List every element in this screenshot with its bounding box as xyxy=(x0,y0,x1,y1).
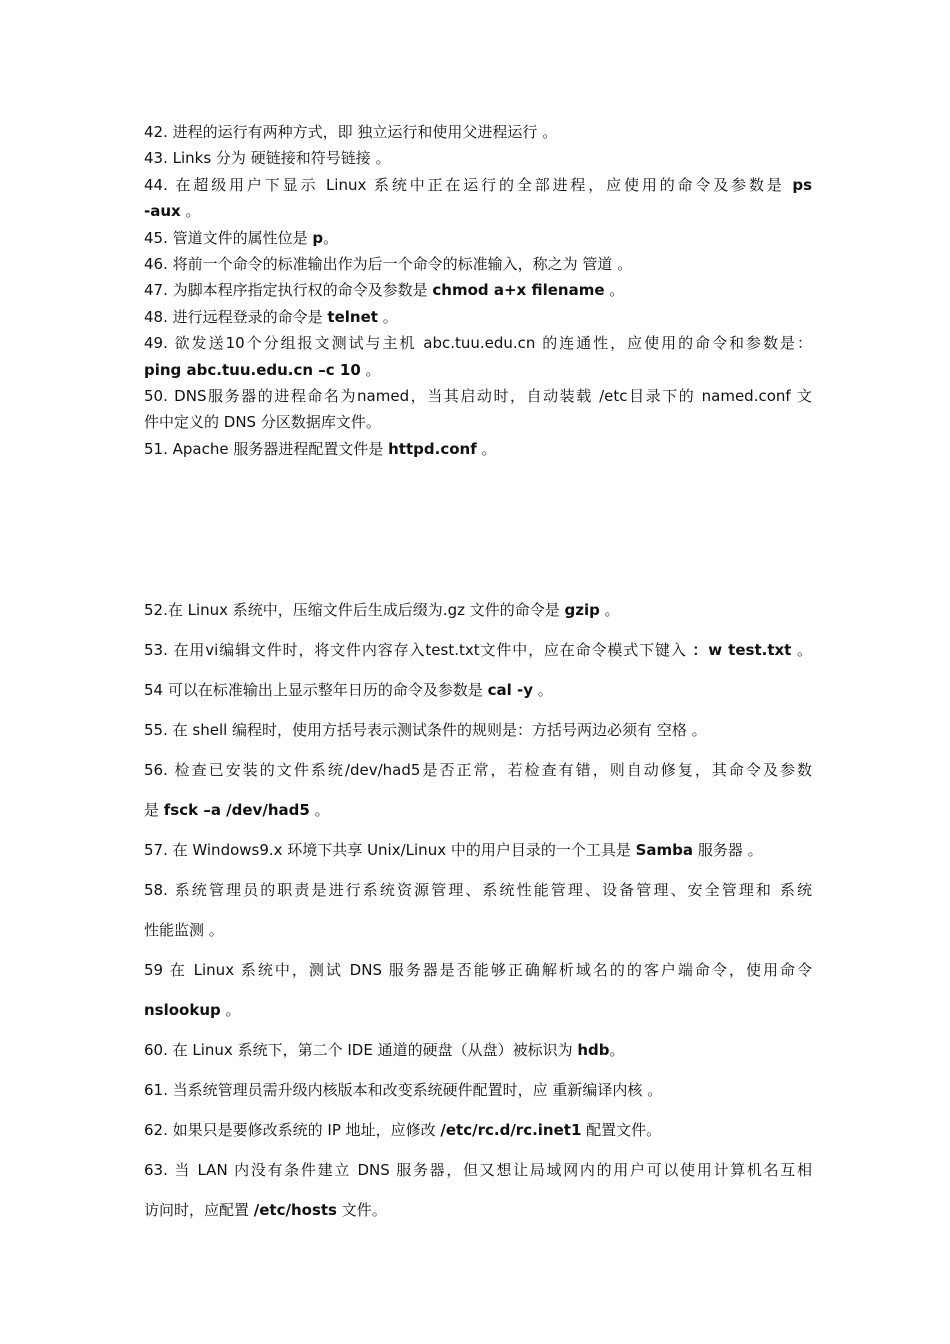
question-text: 54 可以在标准输出上显示整年日历的命令及参数是 xyxy=(144,681,488,699)
question-line xyxy=(144,198,812,224)
question-text: 58. 系统管理员的职责是进行系统资源管理、系统性能管理、设备管理、安全管理和 系统 xyxy=(144,881,812,899)
question-text: 访问时，应配置 xyxy=(144,1201,254,1219)
question-text: 56. 检查已安装的文件系统/dev/had5是否正常，若检查有错，则自动修复，其命令及参数 xyxy=(144,761,812,779)
answer-text: chmod a+x filename xyxy=(432,281,605,300)
question-text-end: 。 xyxy=(686,721,707,739)
question-line xyxy=(144,172,812,198)
question-text: 48. 进行远程登录的命令是 xyxy=(144,307,328,326)
answer-text: hdb xyxy=(577,1041,610,1059)
question-text-end: 。 xyxy=(537,123,558,141)
question-text-end: 。 xyxy=(360,360,381,379)
question-line xyxy=(144,790,812,830)
answer-text: /etc/hosts xyxy=(253,1201,337,1219)
question-text-end: 文件。 xyxy=(336,1201,387,1219)
answer-text: 重新编译内核 xyxy=(552,1081,643,1099)
question-line xyxy=(144,357,812,383)
question-line xyxy=(144,1150,812,1190)
answer-text: Samba xyxy=(635,841,694,859)
question-line xyxy=(144,409,812,435)
question-text: 63. 当 LAN 内没有条件建立 DNS 服务器，但又想让局域网内的用户可以使用计算机名互相 xyxy=(144,1161,812,1179)
question-text: 62. 如果只是要修改系统的 IP 地址，应修改 xyxy=(144,1121,441,1139)
answer-text: httpd.conf xyxy=(388,439,477,458)
question-line xyxy=(144,1030,812,1070)
question-line xyxy=(144,225,812,251)
question-line xyxy=(144,630,812,670)
answer-text: telnet xyxy=(327,307,378,326)
answer-text: 硬链接和符号链接 xyxy=(250,149,371,168)
question-text-end: 。 xyxy=(791,641,812,659)
question-text: 52.在 Linux 系统中，压缩文件后生成后缀为.gz 文件的命令是 xyxy=(144,601,565,619)
answer-text: ps xyxy=(792,175,812,194)
answer-text: fsck –a /dev/had5 xyxy=(163,801,310,819)
question-line xyxy=(144,870,812,910)
question-line xyxy=(144,910,812,950)
question-text-end: 配置文件。 xyxy=(581,1121,662,1139)
question-text-end: 。 xyxy=(604,281,625,300)
question-text: 50. DNS服务器的进程命名为named，当其启动时，自动装载 /etc目录下的 named.conf 文 xyxy=(144,387,812,406)
answer-text: gzip xyxy=(564,601,600,619)
question-line xyxy=(144,750,812,790)
question-text: 是 xyxy=(144,801,164,819)
question-line xyxy=(144,304,812,330)
question-text-end: 。 xyxy=(642,1081,663,1099)
answer-text: ping abc.tuu.edu.cn –c 10 xyxy=(144,360,361,379)
question-line xyxy=(144,277,812,303)
answer-text: 空格 xyxy=(656,721,687,739)
question-text: 49. 欲发送10个分组报文测试与主机 abc.tuu.edu.cn 的连通性，应使用的命令和参数是： xyxy=(144,334,812,353)
question-text: 46. 将前一个命令的标准输出作为后一个命令的标准输入，称之为 xyxy=(144,255,583,274)
questions-52-63 xyxy=(144,590,812,1230)
question-text: 件中定义的 DNS 分区数据库文件。 xyxy=(144,413,381,432)
answer-text: 独立运行和使用父进程运行 xyxy=(357,123,538,141)
question-text: 61. 当系统管理员需升级内核版本和改变系统硬件配置时，应 xyxy=(144,1081,553,1099)
answer-text: ：w test.txt xyxy=(692,641,792,659)
answer-text: -aux xyxy=(144,202,181,221)
question-text-end: 。 xyxy=(204,921,224,939)
question-text: 性能监测 xyxy=(144,921,205,939)
question-text-end: 。 xyxy=(370,149,391,168)
question-line xyxy=(144,251,812,277)
question-text-end: 。 xyxy=(377,307,398,326)
question-text: 60. 在 Linux 系统下，第二个 IDE 通道的硬盘（从盘）被标识为 xyxy=(144,1041,578,1059)
question-text-end: 。 xyxy=(309,801,330,819)
questions-42-51 xyxy=(144,119,812,462)
question-text: 53. 在用vi编辑文件时，将文件内容存入test.txt文件中，应在命令模式下键入 xyxy=(144,641,693,659)
question-text: 43. Links 分为 xyxy=(144,149,251,168)
question-text: 55. 在 shell 编程时，使用方括号表示测试条件的规则是：方括号两边必须有 xyxy=(144,721,657,739)
question-text-end: 。 xyxy=(476,439,497,458)
question-text: 51. Apache 服务器进程配置文件是 xyxy=(144,439,389,458)
question-line xyxy=(144,990,812,1030)
question-text-end: 。 xyxy=(220,1001,241,1019)
question-line xyxy=(144,436,812,462)
question-line xyxy=(144,670,812,710)
question-line xyxy=(144,830,812,870)
answer-text: 管道 xyxy=(582,255,613,274)
question-line xyxy=(144,145,812,171)
question-text: 59 在 Linux 系统中，测试 DNS 服务器是否能够正确解析域名的的客户端命令，使用命令 xyxy=(144,961,812,979)
question-text-end: 。 xyxy=(180,202,201,221)
question-text-end: 。 xyxy=(599,601,620,619)
question-line xyxy=(144,330,812,356)
question-text: 44. 在超级用户下显示 Linux 系统中正在运行的全部进程，应使用的命令及参数是 xyxy=(144,175,793,194)
question-text-end: 。 xyxy=(533,681,553,699)
answer-text: cal -y xyxy=(487,681,534,699)
question-text: 45. 管道文件的属性位是 xyxy=(144,228,313,247)
question-text-end: 。 xyxy=(323,228,339,247)
question-text-end: 。 xyxy=(612,255,633,274)
question-text-end: 。 xyxy=(609,1041,625,1059)
question-line xyxy=(144,119,812,145)
question-line xyxy=(144,1190,812,1230)
question-line xyxy=(144,950,812,990)
question-line xyxy=(144,1070,812,1110)
question-text: 57. 在 Windows9.x 环境下共享 Unix/Linux 中的用户目录的一个工具是 xyxy=(144,841,636,859)
question-line xyxy=(144,590,812,630)
answer-text: p xyxy=(312,228,324,247)
question-line xyxy=(144,1110,812,1150)
question-text: 47. 为脚本程序指定执行权的命令及参数是 xyxy=(144,281,433,300)
question-text: 42. 进程的运行有两种方式，即 xyxy=(144,123,358,141)
question-line xyxy=(144,710,812,750)
question-text-end: 服务器 。 xyxy=(693,841,763,859)
answer-text: nslookup xyxy=(144,1001,221,1019)
answer-text: /etc/rc.d/rc.inet1 xyxy=(440,1121,582,1139)
question-line xyxy=(144,383,812,409)
